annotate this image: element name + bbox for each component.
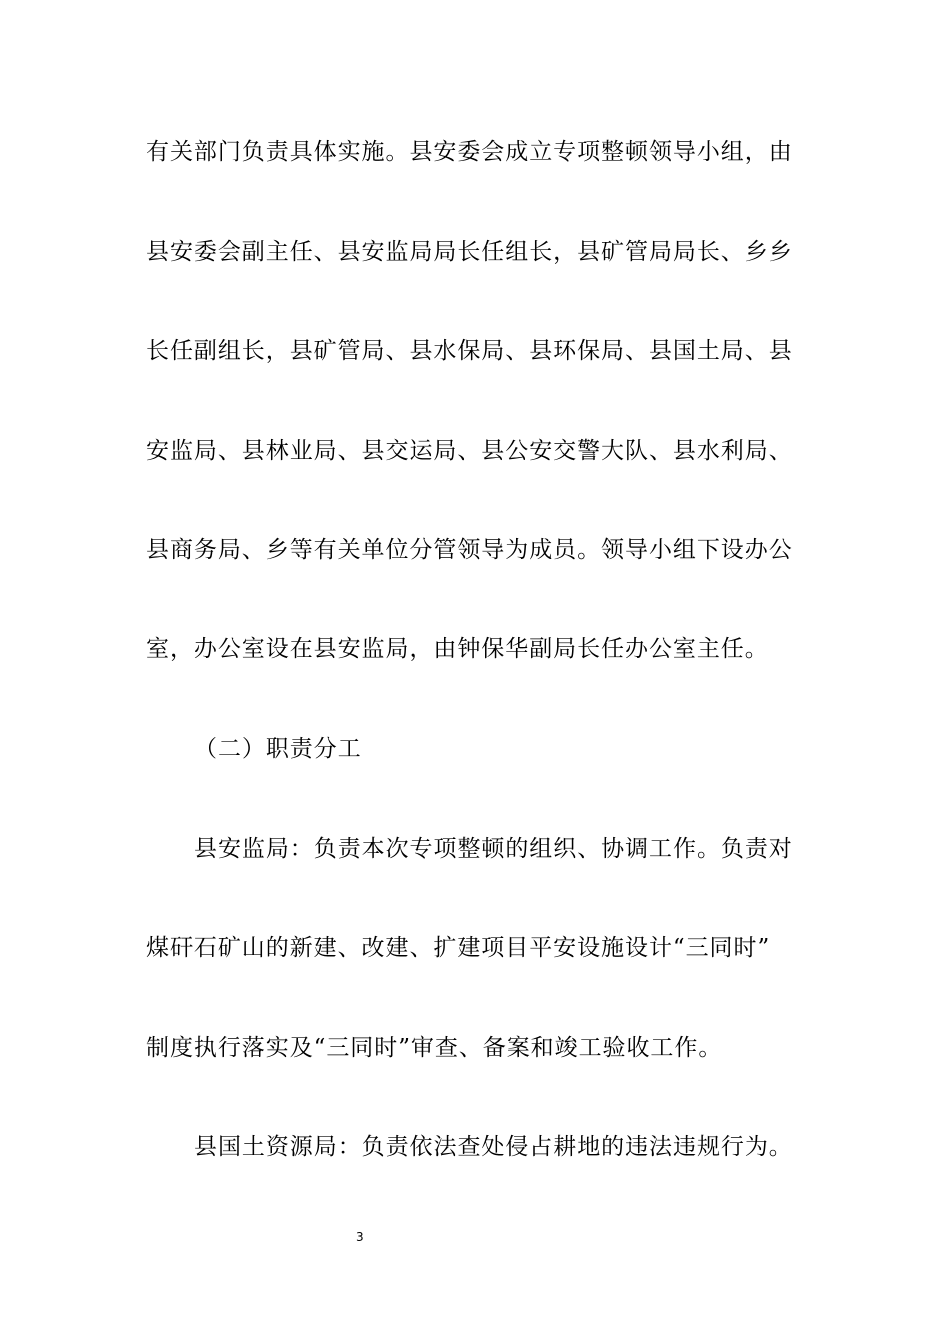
paragraph-line-1: 有关部门负责具体实施。县安委会成立专项整顿领导小组，由 <box>146 139 793 165</box>
paragraph-line-2: 县安委会副主任、县安监局局长任组长，县矿管局局长、乡乡 <box>146 239 793 265</box>
paragraph-line-6: 室，办公室设在县安监局，由钟保华副局长任办公室主任。 <box>146 636 769 662</box>
paragraph-line-5: 县商务局、乡等有关单位分管领导为成员。领导小组下设办公 <box>146 537 793 563</box>
paragraph-line-10: 县国土资源局：负责依法查处侵占耕地的违法违规行为。 <box>194 1134 793 1160</box>
paragraph-line-7: 县安监局：负责本次专项整顿的组织、协调工作。负责对 <box>194 836 793 862</box>
paragraph-line-3: 长任副组长，县矿管局、县水保局、县环保局、县国土局、县 <box>146 338 793 364</box>
paragraph-line-9: 制度执行落实及“三同时”审查、备案和竣工验收工作。 <box>146 1035 723 1061</box>
paragraph-line-4: 安监局、县林业局、县交运局、县公安交警大队、县水利局、 <box>146 438 793 464</box>
page-number: 3 <box>356 1230 364 1244</box>
paragraph-line-8: 煤矸石矿山的新建、改建、扩建项目平安设施设计“三同时” <box>146 935 771 961</box>
section-heading: （二）职责分工 <box>194 736 362 762</box>
